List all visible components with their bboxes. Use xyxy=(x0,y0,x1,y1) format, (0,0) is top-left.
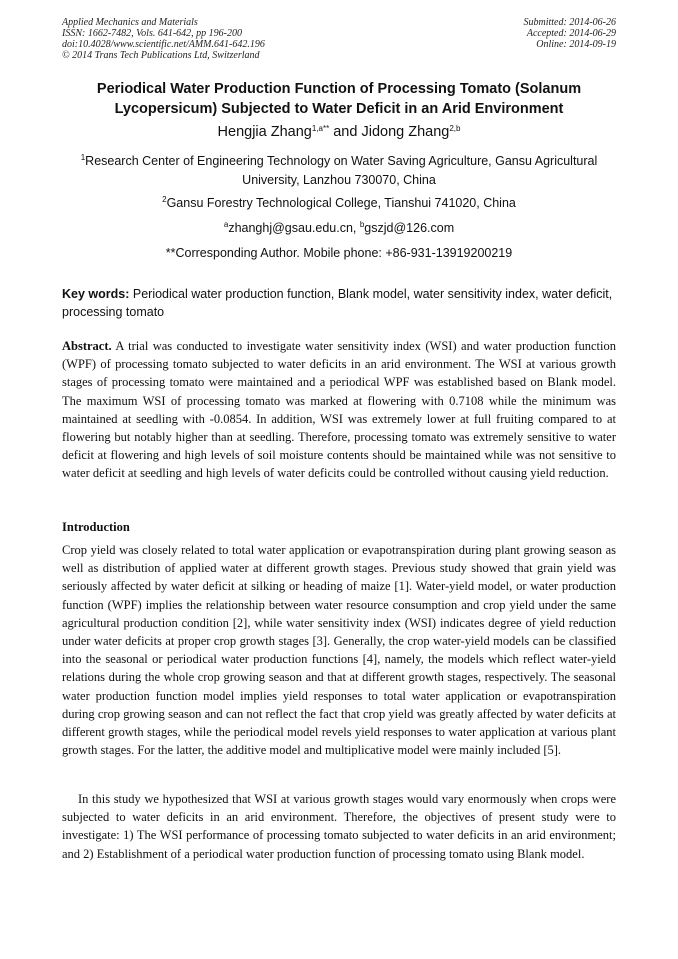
submission-dates xyxy=(524,17,617,50)
author-emails xyxy=(60,219,618,238)
title-line-1: Periodical Water Production Function of Processing Tomato (Solanum xyxy=(96,81,582,97)
journal-info xyxy=(62,17,265,61)
affiliation-2 xyxy=(60,194,618,213)
online-date: Online: 2014-09-19 xyxy=(536,39,616,50)
submitted-date: Submitted: 2014-06-26 xyxy=(523,17,616,28)
title-line-2: Lycopersicum) Subjected to Water Deficit in an Arid Environment xyxy=(114,101,564,117)
affiliation-2-mark: 2 xyxy=(162,195,167,204)
email-a-mark: a xyxy=(223,220,229,229)
introduction-paragraph-1: Crop yield was closely related to total water application or evapotranspiration during plant growing season as well as distribution of applied water at different growth stages. Previous study showed that grain yield was seriously affected by water deficit at silking or heading of maize [1]. Water-yield model, or water production function (WPF) implies the relationship between water resource consumption and crop yield under the same agricultural production condition [2], while water sensitivity index (WSI) indicates degree of yield reduction under water deficits at proper crop growth stages [3]. Generally, the crop water-yield models can be classified into the seasonal or periodical water production functions [4], namely, the models which reflect water-yield relations during the whole crop growing season and that at different growth stages, respectively. The seasonal water production function model implies yield responses to total water application or evapotranspiration during crop growing season and can not reflect the fact that crop yield was greatly affected by water deficits at different growth stages, while the periodical model revels yield responses to water application at various plant growth stages. For the latter, the additive model and multiplicative model were mainly included [5]. xyxy=(62,543,616,758)
email-b-mark: b xyxy=(359,220,365,229)
keywords xyxy=(62,285,616,321)
email-a[interactable]: zhanghj@gsau.edu.cn, xyxy=(228,221,360,235)
affiliation-1-mark: 1 xyxy=(80,153,86,162)
author-list xyxy=(40,122,638,142)
author-1-affiliation-mark: 1,a** xyxy=(311,124,330,133)
affiliation-1-text: Research Center of Engineering Technology on Water Saving Agriculture, Gansu Agricultural University, Lanzhou 730070, China xyxy=(85,154,598,187)
abstract-label: Abstract. xyxy=(62,339,112,353)
author-2: Jidong Zhang xyxy=(361,124,450,140)
copyright-line: © 2014 Trans Tech Publications Ltd, Switzerland xyxy=(62,50,260,61)
corresponding-author: **Corresponding Author. Mobile phone: +86-931-13919200219 xyxy=(165,246,513,260)
affiliation-1 xyxy=(60,152,618,190)
doi-line: doi:10.4028/www.scientific.net/AMM.641-642.196 xyxy=(62,39,265,50)
issn-line: ISSN: 1662-7482, Vols. 641-642, pp 196-200 xyxy=(62,28,242,39)
abstract xyxy=(62,337,616,483)
keywords-text: Periodical water production function, Blank model, water sensitivity index, water deficit, processing tomato xyxy=(62,287,613,319)
paper-title xyxy=(40,79,638,119)
keywords-label: Key words: xyxy=(62,287,130,301)
accepted-date: Accepted: 2014-06-29 xyxy=(526,28,616,39)
introduction-paragraph-2: In this study we hypothesized that WSI at various growth stages would vary enormously when crops were subjected to water deficits in an arid environment. Therefore, the objectives of present study were to investigate: 1) The WSI performance of processing tomato subjected to water deficits in an arid environment; and 2) Establishment of a periodical water production function of processing tomato using Blank model. xyxy=(62,792,616,861)
affiliation-2-text: Gansu Forestry Technological College, Tianshui 741020, China xyxy=(166,196,516,210)
section-heading-introduction: Introduction xyxy=(62,520,130,534)
author-connector: and xyxy=(329,124,362,140)
author-1: Hengjia Zhang xyxy=(217,124,312,140)
author-2-affiliation-mark: 2,b xyxy=(449,124,461,133)
abstract-text: A trial was conducted to investigate water sensitivity index (WSI) and water production function (WPF) of processing tomato subjected to water deficits in an arid environment. The WSI at various growth stages of processing tomato were maintained and a periodical WPF was established based on Blank model. The maximum WSI of processing tomato was marked at flowering with 0.7108 while the minimum was maintained at seedling with -0.0854. In addition, WSI was extremely lower at full fruiting compared to at flowering but notably higher than at seedling. Therefore, processing tomato was extremely sensitive to water deficit at flowering and high levels of soil moisture contents should be maintained while was not sensitive to water deficit at seedling and high levels of water deficits could be controlled without causing yield reduction. xyxy=(62,339,616,481)
journal-name: Applied Mechanics and Materials xyxy=(62,17,198,28)
email-b[interactable]: gszjd@126.com xyxy=(364,221,455,235)
